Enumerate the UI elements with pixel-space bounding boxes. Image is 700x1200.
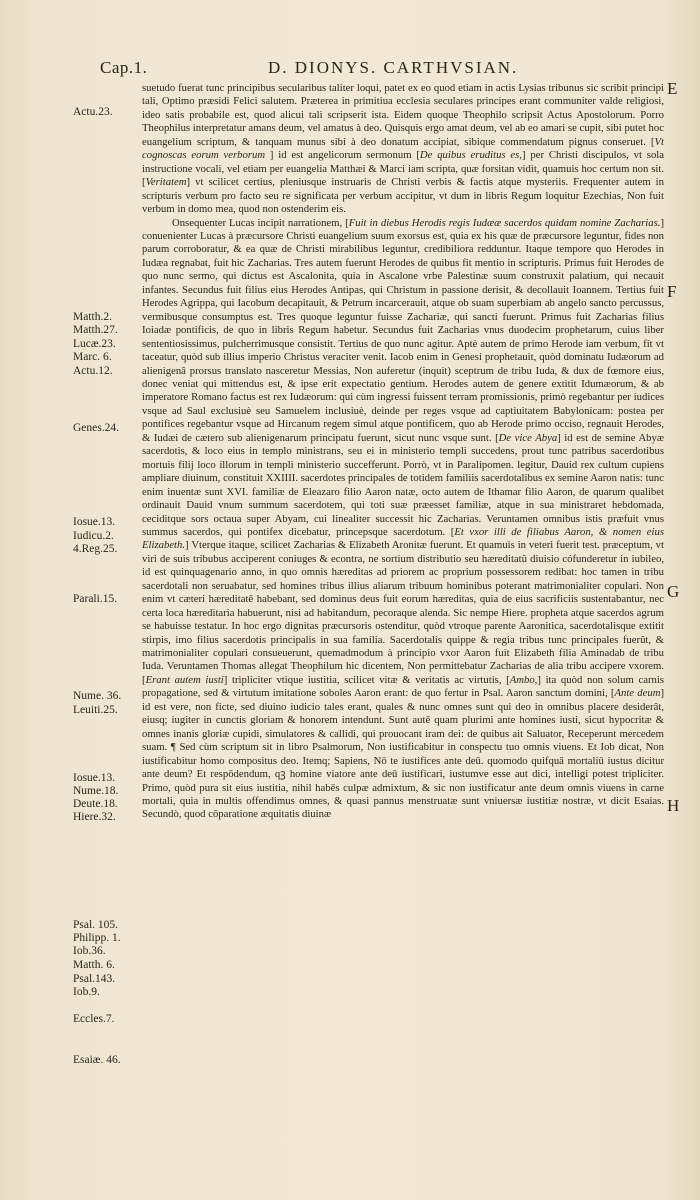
lemma-quote: De quibus eruditus es, bbox=[419, 149, 522, 162]
section-marker-h: H bbox=[667, 796, 680, 815]
lemma-quote: Veritatem bbox=[145, 176, 187, 189]
margin-ref: Philipp. 1. bbox=[73, 932, 121, 944]
text-run: ] id est de semine Abyæ sacerdotis, & loco eius in templo ministrans, seu ei in ministerio templi succedens, prout tunc patribus sacerdotibus mortuis filij loco illorum in templi ministerio succefferunt. Porrò, vt in Paralipomen. legitur, Dauid rex cultum cupiens ampliare diuinum, constituit XXIIII. sacerdotes principales de totidem familiis sacerdotalibus ex semine Aaron natis: tunc enim inuentæ sunt XVI. familiæ de Eleazaro filio Aaron natæ, octo autem de Ithamar filio Aaron, de quarum qualibet ordinauit Dauid vnum summum sacerdotem, qui toti suæ præesset familiæ, atque in sua ministraret hebdomada, ceciditque sors octaua super Abyam, cui linealiter successit hic Zacharias. Veruntamen omnibus istis præfuit vnus summus sacerdos, qui pontifex dicebatur, princepsque sacerdotum. [ bbox=[142, 431, 664, 538]
margin-ref: Iob.36. bbox=[73, 945, 106, 957]
margin-ref: Iudicu.2. bbox=[73, 530, 114, 542]
margin-ref: Iosue.13. bbox=[73, 772, 116, 784]
text-run: suetudo fuerat tunc principibus secularibus taliter loqui, patet ex eo quod etiam in actis Lysias tribunus sic scribit principi tali, Optimo præsidi Felici salutem. Præterea in primitiua ecclesia seculares principes erant communiter valde religiosi, ideo satis probabile est, quod alicui tali scripserit ista. Eidem quoque Theophilo scripsit Actus Apostolorum. Porro Theophilus interpretatur amans deum, vel amatus à deo. Quisquis ergo amat deum, vel ab eo amari se cupit, sibi putet hoc euangelium scriptum, & tanquam munus sibi à deo donatum accipiat, sibique commendatum pignus conseruet. [ bbox=[142, 82, 664, 148]
margin-ref: Esaiæ. 46. bbox=[73, 1054, 121, 1066]
text-run: ] tripliciter vtique iustitia, scilicet vitæ & veritatis ac virtutis, [ bbox=[223, 673, 510, 686]
margin-ref: Marc. 6. bbox=[73, 351, 112, 363]
paragraph-2 bbox=[142, 217, 664, 822]
margin-ref: Eccles.7. bbox=[73, 1013, 115, 1025]
running-title: D. DIONYS. CARTHVSIAN. bbox=[268, 58, 519, 77]
lemma-quote: Erant autem iusti bbox=[145, 673, 224, 686]
margin-references bbox=[0, 0, 140, 1200]
margin-ref: Actu.23. bbox=[73, 106, 113, 118]
text-run: ] ita quòd non solum carnis propagatione, sed & virtutum imitatione soboles Aaron erant: de quo fertur in Psal. Aaron sanctum domini, [ bbox=[142, 673, 664, 700]
lemma-quote: Fuit in diebus Herodis regis Iudææ sacerdos quidam nomine Zacharias. bbox=[348, 216, 661, 229]
margin-ref: Leuiti.25. bbox=[73, 704, 118, 716]
lemma-quote: Vt cognoscas eorum verborum bbox=[142, 135, 664, 162]
margin-ref: Nume. 36. bbox=[73, 690, 122, 702]
lemma-quote: Et vxor illi de filiabus Aaron, & nomen eius Elizabeth. bbox=[142, 525, 664, 552]
text-run: ] id est angelicorum sermonum [ bbox=[265, 149, 420, 162]
margin-ref: Nume.18. bbox=[73, 785, 119, 797]
lemma-quote: De vice Abya bbox=[498, 431, 558, 444]
margin-ref: Matth. 6. bbox=[73, 959, 115, 971]
margin-ref: Actu.12. bbox=[73, 365, 113, 377]
text-run: ] id est vere, non ficte, sed diuino iudicio tales erant, quales & nunc omnes sunt qui deo in omnibus placere desiderât, eiusq; iugiter in cunctis gloriam & honorem intendunt. Sunt autē quam plurimi ante homines iusti, sicut hypocritæ & omnes inanis gloriæ cupidi, simulatores & callidi, qui prouocant iram dei: de quibus ait Saluator, Receperunt mercedem suam. ¶ Sed cùm scriptum sit in libro Psalmorum, Non iustificabitur in conspectu tuo omnis viuens. Et Iob dicat, Non iustificabitur homo compositus deo. Itemq; Sapiens, Nō te iustifices ante deū. quomodo quifquâ mortaliū iustus dicitur ante deum? Et respōdendum, qꝫ homine viatore ante deū iustificari, iustumve esse aut dici, intelligi potest tripliciter. Primo, quòd pura sit eius iustitia, nihil habēs culpæ admixtum, & sic non iustificatur ante deum omnis viuens in carne mortali, quia in multis offendimus omnes, & quasi pannus menstruatæ sunt vniuersæ iustitiæ nostræ, vt dicit Esaias. Secundò, quod cōparatione æquitatis diuinæ bbox=[142, 687, 664, 821]
margin-ref: Matth.2. bbox=[73, 311, 112, 323]
margin-ref: 4.Reg.25. bbox=[73, 543, 118, 555]
margin-ref: Genes.24. bbox=[73, 422, 119, 434]
text-run: ] vt scilicet certius, pleniusque instruaris de Christi verbis & factis atque mysteriis. Frequenter autem in scripturis verbum pro facto seu re significata per verbum accipitur, vt dum in libris Regum loquitur Ezechias, Non fuit verbum in domo mea, quod non ostenderim eis. bbox=[142, 176, 664, 216]
margin-ref: Iob.9. bbox=[73, 986, 100, 998]
main-text-column bbox=[142, 82, 664, 822]
text-run: ] Vterque itaque, scilicet Zacharias & Elizabeth Aronitæ fuerunt. Et quamuis in veteri fuerit test. præceptum, vt viri de suis tribubus acciperent coniuges & econtra, ne sortium distributio seu hæreditatû diuisio cófunderetur in iubileo, id est quinquagenario anno, in quo omnis hæreditas ad priorem ac proprium possessorem redibat: hoc tamen in tribu sacerdotali non seruabatur, sed homines tribus illius aliarum tribuum hominibus poterant matrimonialiter copulari. Non enim vt cæteri hæreditatē habebant, sed dominus deus fuit eorum hæreditas, quia de eius sacrificiis sustentabantur, nec certa loca hæreditaria habuerunt, nisi ad habitandum, pecoraque alenda. Sic nempe Hiere. propheta atque sacerdos agrum se habuisse testatur. In hoc ergo dignitas præcursoris ostenditur, quòd vtroque parente Aaronitica, sacerdotalisque extitit stirpis, imo filius sacerdotis principalis in sua familia. Sacerdotalis quippe & regia tribus tunc principales fuerût, & matrimonialiter copulari consueuerunt, quemadmodum à principio vxor Aaron fuit Elizabeth filia Aminadab de tribu Iuda. Veruntamen Thomas allegat Theophilum hic dicentem, Non permittebatur Zacharias de alia tribu accipere vxorem. [ bbox=[142, 539, 664, 686]
text-run: ] per Christi discipulos, vt sola instructione vocali, vel etiam per euangelia Matthæi & Marci iam scripta, quæ forsitan vidit, quamuis hoc certum non sit. [ bbox=[142, 149, 664, 189]
lemma-quote: Ambo, bbox=[509, 673, 538, 686]
margin-ref: Psal. 105. bbox=[73, 919, 119, 931]
lemma-quote: Ante deum bbox=[614, 687, 661, 700]
margin-ref: Lucæ.23. bbox=[73, 338, 116, 350]
margin-ref: Iosue.13. bbox=[73, 516, 116, 528]
text-run: Onsequenter Lucas incipit narrationem, [ bbox=[172, 216, 349, 229]
chapter-label: Cap.1. bbox=[100, 58, 148, 77]
text-run: ] conuenienter Lucas à præcursore Christi euangelium suum exorsus est, quia ex his quæ de præcursore leguntur, fides non parum corroboratur, & ea quæ de Christi mirabilibus leguntur, credibiliora redduntur. Itaque tempore quo Herodes in Iudæa regnabat, fuit hic Zacharias. Tres autem fuerunt Herodes de quibus fit mentio in scripturis. Primus fuit Herodes de quo nunc sermo, qui dictus est Ascalonita, quia in Ascalone vrbe Palestinæ suum construxit palatium, qui necauit infantes. Secundus fuit filius eius Herodes Antipas, qui Christum in passione derisit, & decollauit Ioannem. Tertius fuit Herodes Agrippa, qui Iacobum decapitauit, & Petrum incarcerauit, atque ob suam superbiam ab angelo sancto percussus, vermibusque consumptus est. Tres quoque leguntur fuisse Zachariæ, qui sancti fuerunt. Primus fuit Zacharias filius Ioiadæ pontificis, de quo in libris Regum habetur. Secundus fuit Zacharias vnus duodecim prophetarum, cuius liber sententiosissimus, pulcherrimusque consistit. Tertius de quo nunc agitur. Aptè autem de primo Herode iam verbum, fit vt taceatur, quòd sub illius imperio Christus veraciter venit. Iacob enim in Genesi prophetauit, quòd dominatu Iudæorum ad alienigenâ prorsus translato nasceretur Messias, Non auferetur (inquit) sceptrum de tribu Iuda, & dux de fœmore eius, donec veniat qui mittendus est, & ipse erit expectatio gentium. Herodes autem de genere extitit Idumæorum, & ab imperatore Romano factus est rex Iudæorum: qui cùm ingressi fuissent terram promissionis, primò regebantur per iudices vsque ad Saul exclusiuè seu Samuelem inclusiuè, deinde per reges vsque ad captiuitatem Babylonicam: postea per pontifices regebantur vsque ad Hircanum regem simul atque pontificem, quo ab Herode primo occiso, regnauit Herodes, & Iudæi de cætero sub alienigenarum principatu fuerunt, sicut nunc vsque sunt. [ bbox=[142, 216, 664, 444]
margin-ref: Matth.27. bbox=[73, 324, 118, 336]
margin-ref: Hiere.32. bbox=[73, 811, 116, 823]
section-marker-f: F bbox=[667, 282, 677, 301]
section-marker-e: E bbox=[667, 79, 678, 98]
margin-ref: Psal.143. bbox=[73, 973, 116, 985]
paragraph-1 bbox=[142, 82, 664, 217]
margin-ref: Deute.18. bbox=[73, 798, 118, 810]
margin-ref: Parali.15. bbox=[73, 593, 118, 605]
section-marker-g: G bbox=[667, 582, 680, 601]
